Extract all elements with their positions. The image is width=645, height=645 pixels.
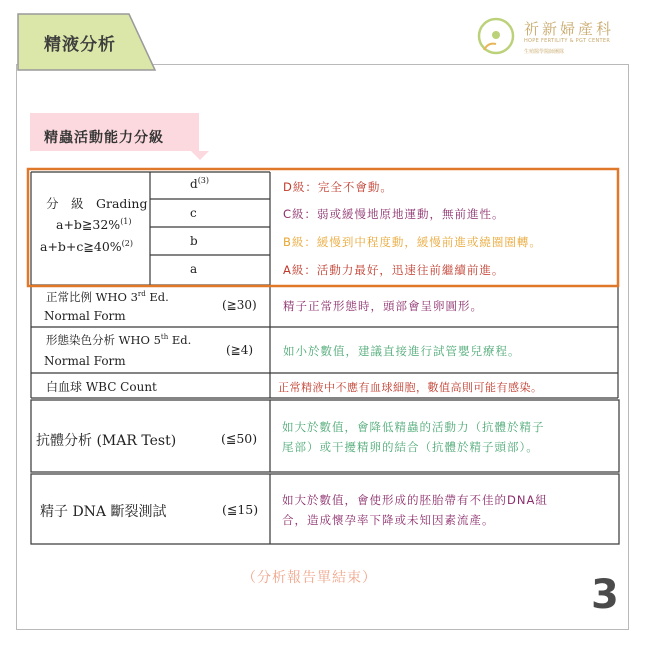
grade-letter-d: $d^{(3)}$	[190, 176, 210, 191]
row-normal-form-3rd-name: 正常比例 WHO 3rd Ed.	[46, 290, 169, 304]
row-mar-desc-line1: 如大於數值，會降低精蟲的活動力（抗體於精子	[282, 420, 545, 434]
grade-letter-a: a	[190, 262, 198, 276]
grade-letter-c: c	[190, 206, 197, 220]
row-morphology-5th-desc: 如小於數值，建議直接進行試管嬰兒療程。	[283, 344, 521, 358]
row-morphology-5th-ref: (≧4)	[226, 343, 254, 357]
grade-desc-b: B級：緩慢到中程度動，緩慢前進或繞圈圈轉。	[283, 235, 542, 249]
grade-desc-c: C級：弱或緩慢地原地運動，無前進性。	[283, 207, 505, 221]
section-label-text: 精蟲活動能力分級	[44, 130, 164, 146]
row-dna-name: 精子 DNA 斷裂測試	[40, 504, 167, 520]
row-mar-ref: (≦50)	[221, 431, 258, 446]
row-morphology-5th-name: 形態染色分析 WHO 5th Ed.	[46, 333, 192, 347]
row-dna-desc-line2: 合，造成懷孕率下降或未知因素流產。	[282, 513, 495, 527]
page-title: 精液分析	[44, 35, 116, 55]
grade-desc-a: A級：活動力最好，迅速往前繼續前進。	[283, 263, 505, 277]
grade-desc-d: D級：完全不會動。	[283, 180, 393, 194]
grade-letter-b: b	[190, 234, 198, 248]
grading-label: 分 級 Grading	[46, 196, 148, 211]
row-normal-form-3rd-ref: (≧30)	[222, 298, 257, 312]
row-normal-form-3rd-sub: Normal Form	[44, 309, 126, 323]
page-number: 3	[591, 572, 619, 618]
row-wbc-name: 白血球 WBC Count	[46, 380, 157, 394]
logo-name: 祈新婦產科	[524, 20, 615, 38]
logo-subtitle: 生殖醫學醫師團隊	[524, 49, 565, 55]
row-morphology-5th-sub: Normal Form	[44, 354, 126, 368]
row-mar-desc-line2: 尾部）或干擾精卵的結合（抗體於精子頭部）。	[282, 440, 539, 454]
grading-criterion-2: a+b+c≧40%$^{(2)}$	[40, 239, 134, 255]
row-normal-form-3rd-desc: 精子正常形態時，頭部會呈卵圓形。	[283, 299, 483, 313]
grading-criterion-1: a+b≧32%$^{(1)}$	[56, 217, 132, 233]
row-mar-name: 抗體分析 (MAR Test)	[36, 433, 177, 449]
report-end-note: （分析報告單結束）	[242, 570, 377, 586]
row-wbc-desc: 正常精液中不應有血球細胞，數值高則可能有感染。	[278, 381, 543, 394]
row-dna-desc-line1: 如大於數值，會使形成的胚胎帶有不佳的DNA組	[282, 493, 548, 507]
logo-english: HOPE FERTILITY & PGT CENTER	[524, 38, 611, 44]
row-dna-ref: (≦15)	[222, 502, 259, 517]
